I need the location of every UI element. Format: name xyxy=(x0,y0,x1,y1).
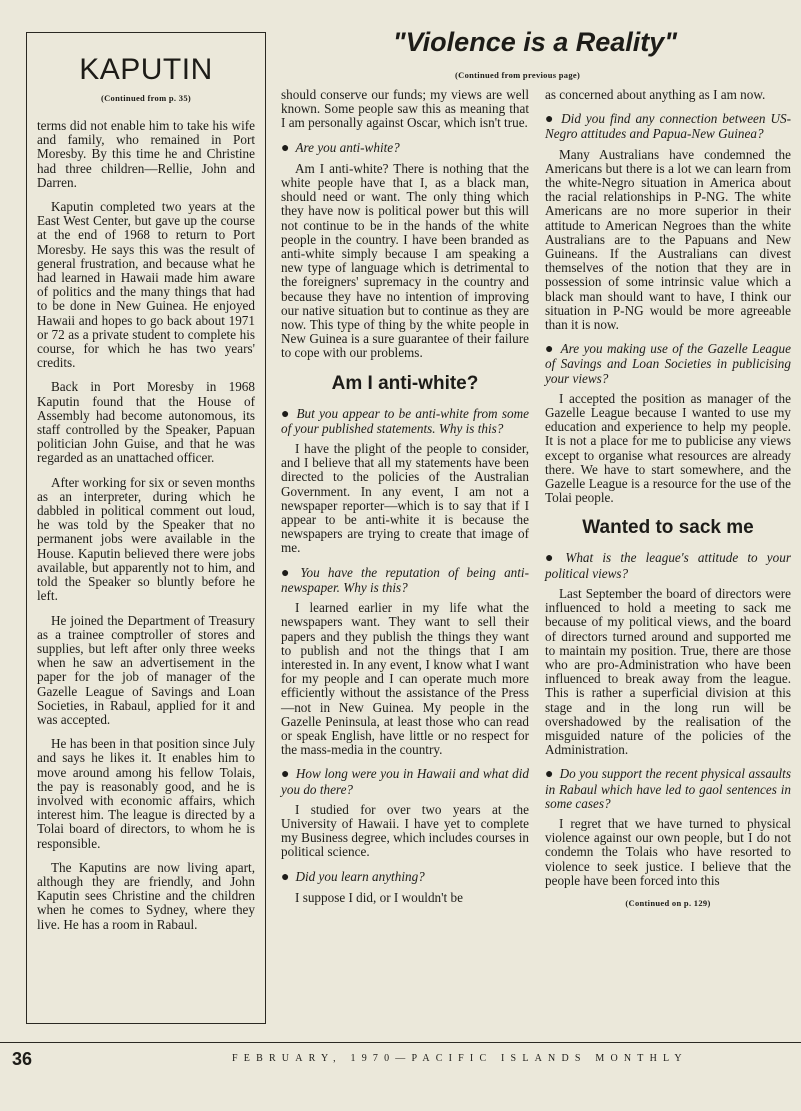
question-text: Are you making use of the Gazelle League of Savings and Loan Societies in publicising your views? xyxy=(545,341,792,386)
article-headline: "Violence is a Reality" xyxy=(392,27,678,57)
bullet-icon: ● xyxy=(281,140,290,156)
sidebar-title: KAPUTIN xyxy=(79,53,213,86)
interview-question xyxy=(281,767,529,796)
page-number: 36 xyxy=(12,1049,33,1069)
question-text: Did you learn anything? xyxy=(295,868,425,884)
article-paragraph: I regret that we have turned to physical violence against our own people, but I do not condemn the Tolais who have resorted to violence to seek justice. I believe that the people have been forced into this xyxy=(545,815,791,888)
article-paragraph: as concerned about anything as I am now. xyxy=(545,87,766,102)
sidebar-paragraph: The Kaputins are now living apart, although they are friendly, and John Kaputin sees Christine and the children when he comes to Sydney, where they live. He has a room in Rabaul. xyxy=(37,859,255,932)
question-text: What is the league's attitude to your political views? xyxy=(545,550,791,581)
article-paragraph: Many Australians have condemned the Americans but there is a lot we can learn from the white-Negro situation in America about the racial relationships in P-NG. The white Americans are no more superior in their attitude to American Negroes than the white Australians are to the Papuans and New Guineans. If the Australians can divest themselves of the notion that they are in possession of some intrinsic value which a black man should want to have, I think our situation in P-NG would be more agreeable than it is now. xyxy=(545,146,791,333)
article-column-middle xyxy=(281,88,529,915)
sidebar-paragraph: He joined the Department of Treasury as a trainee comptroller of stores and supplies, but left after only three weeks when he saw an advertisement in the paper for the job of manager of the Gazelle League of Savings and Loan Societies, in Rabaul, applied for it and was accepted. xyxy=(37,612,255,727)
article-paragraph: I learned earlier in my life what the newspapers want. They want to sell their papers and they publish the things they want to publish and not the things that I am interested in. In any event, I know what I want for my people and I can operate much more efficiently without the assistance of the Press—not in New Guinea. My people in the Gazelle Peninsula, at least those who can read or speak English, have little or no respect for the mass-media in the country. xyxy=(281,600,529,758)
interview-question xyxy=(281,141,529,156)
bullet-icon: ● xyxy=(281,767,290,783)
continued-from-note: (Continued from p. 35) xyxy=(100,93,192,103)
bullet-icon: ● xyxy=(545,551,560,567)
sidebar-paragraph: Kaputin completed two years at the East West Center, but gave up the course at the end of 1968 to return to Port Moresby. He says this was the result of general frustration, and because what he had learned in Hawaii made him aware of politics and the many things that had to be done in New Guinea. He enjoyed Hawaii and hopes to go back about 1971 or 72 as a private student to complete his course, for which he has two years' credits. xyxy=(37,199,255,371)
article-paragraph: I accepted the position as manager of the Gazelle League because I wanted to use my education and experience to help my people. It is not a place for me to publicise any views except to organise what resources are already there. We have to start somewhere, and the Gazelle League is a resource for the use of the Tolai people. xyxy=(545,390,791,506)
question-text: Are you anti-white? xyxy=(295,139,400,155)
question-text: You have the reputation of being anti-newspaper. Why is this? xyxy=(281,564,529,595)
interview-question xyxy=(281,870,529,885)
page-footer xyxy=(0,1042,801,1073)
sidebar-paragraph: Back in Port Moresby in 1968 Kaputin found that the House of Assembly had become autonomous, its staff controlled by the Speaker, Papuan politician John Guise, and that he was regarded as an unattached officer. xyxy=(37,379,255,466)
bullet-icon: ● xyxy=(545,767,554,783)
question-text: How long were you in Hawaii and what did you do there? xyxy=(281,766,529,797)
interview-question xyxy=(281,407,529,436)
continued-from-previous-note: (Continued from previous page) xyxy=(455,70,581,80)
interview-question xyxy=(545,112,791,141)
footer-issue-line: FEBRUARY, 1970—PACIFIC ISLANDS MONTHLY xyxy=(232,1053,688,1064)
article-paragraph: I studied for over two years at the University of Hawaii. I have yet to complete my Business degree, which includes courses in political science. xyxy=(281,801,529,860)
subheading: Am I anti-white? xyxy=(331,372,479,394)
subheading: Wanted to sack me xyxy=(582,517,754,539)
article-paragraph: I have the plight of the people to consider, and I believe that all my statements have been directed to the policies of the Australian Government. In any event, I am not a newspaper reporter—which is to say that if I appear to be anti-white it is because the newspapers are trying to create that image of me. xyxy=(281,441,529,556)
sidebar-body xyxy=(37,119,255,932)
bullet-icon: ● xyxy=(545,342,555,358)
sidebar-paragraph: After working for six or seven months as an interpreter, during which he dabbled in political comment out loud, he was told by the Speaker that no permanent jobs were available in the House. Kaputin believed there were jobs available, but apparently not to him, and told the Speaker so bluntly before he left. xyxy=(37,474,255,604)
sidebar-paragraph: He has been in that position since July and says he likes it. It enables him to move around among his fellow Tolais, the pay is reasonably good, and he is involved with economic affairs, which interest him. The league is directed by a Tolai board of directors, to whom he is responsible. xyxy=(37,736,255,851)
interview-question xyxy=(281,566,529,595)
bullet-icon: ● xyxy=(545,112,556,128)
article-paragraph: I suppose I did, or I wouldn't be xyxy=(295,889,463,905)
question-text: Do you support the recent physical assaults in Rabaul which have led to gaol sentences in some cases? xyxy=(545,766,791,811)
kaputin-sidebar-box xyxy=(26,32,266,1024)
interview-question xyxy=(545,767,791,811)
bullet-icon: ● xyxy=(281,565,295,581)
article-paragraph: Am I anti-white? There is nothing that the white people have that I, as a black man, should need or want. The only thing which they have now is political power but this will not continue to be in the hands of the white people in the country. I have been branded as anti-white simply because I am speaking a new type of language which is detrimental to the foreigners' supremacy in the country and because they have no intention of improving our native situation but to continue as they are now. This type of thing by the white people in New Guinea is a sure guarantee of their failure to cope with our problems. xyxy=(281,160,529,361)
question-text: Did you find any connection between US-Negro attitudes and Papua-New Guinea? xyxy=(545,111,791,142)
bullet-icon: ● xyxy=(281,406,291,422)
article-paragraph: Last September the board of directors were influenced to hold a meeting to sack me because of my political views, and the board of directors turned around and supported me to maintain my position. True, there are those who are pro-Administration who have been influenced to break away from the league. This is rather a superficial division at this stage and in the long run will be overshadowed by the realisation of the misguided nature of the policies of the Administration. xyxy=(545,585,791,758)
question-text: But you appear to be anti-white from some of your published statements. Why is this? xyxy=(281,405,529,436)
article-paragraph: should conserve our funds; my views are well known. Some people saw this as meaning that I am personally against Oscar, which isn't true. xyxy=(281,87,529,131)
sidebar-paragraph: terms did not enable him to take his wife and family, who remained in Port Moresby. By this time he and Christine had three children—Rellie, John and Darren. xyxy=(37,118,255,190)
bullet-icon: ● xyxy=(281,869,290,885)
article-column-right xyxy=(545,88,791,908)
interview-question xyxy=(545,551,791,580)
interview-question xyxy=(545,342,791,386)
continued-on-note: (Continued on p. 129) xyxy=(625,897,711,908)
